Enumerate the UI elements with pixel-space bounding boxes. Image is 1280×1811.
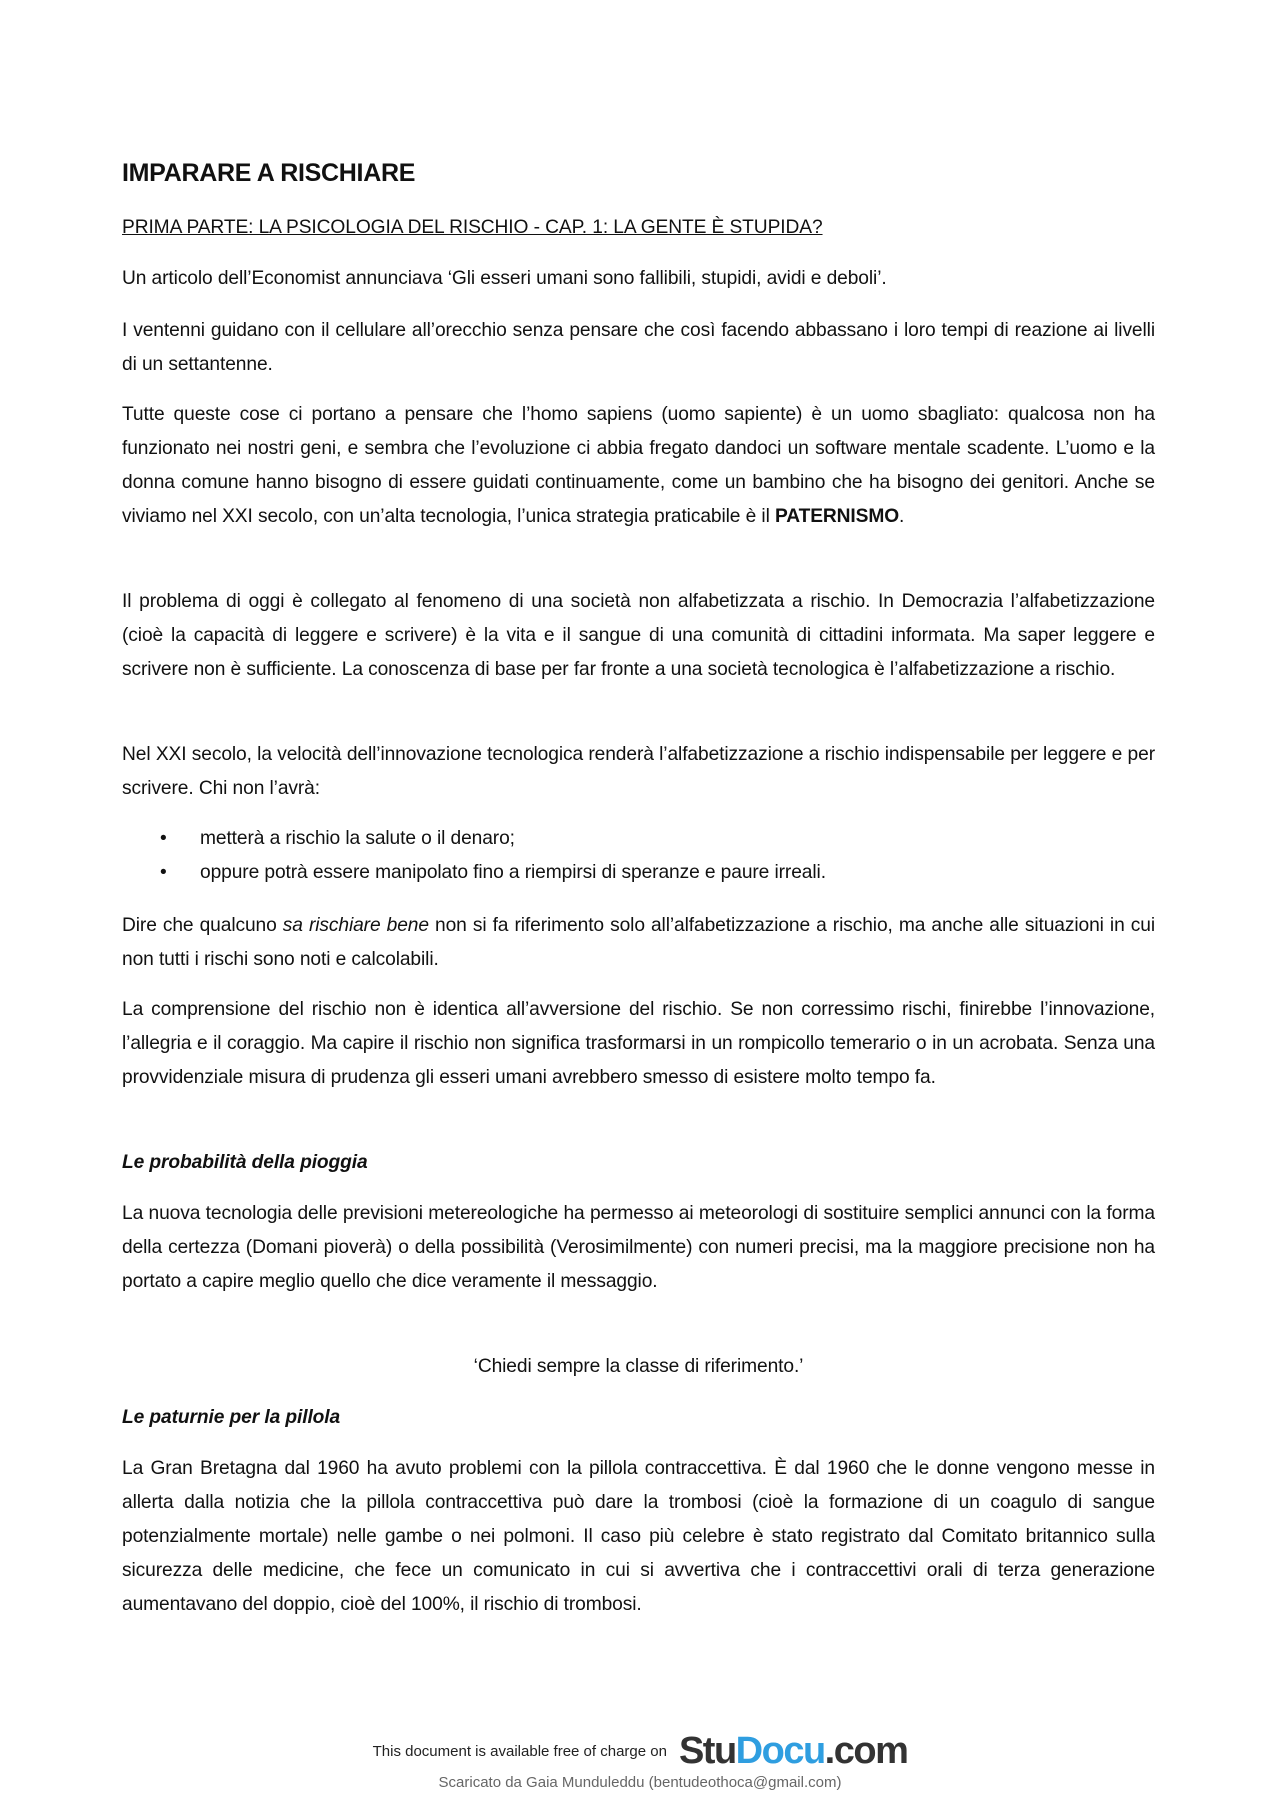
paternismo-bold: PATERNISMO (774, 506, 900, 527)
list-item (122, 822, 1155, 856)
quote: ‘Chiedi sempre la classe di riferimento.’ (473, 1356, 804, 1377)
paragraph-6-start: Dire che qualcuno (122, 915, 283, 936)
paragraph-4: Il problema di oggi è collegato al fenomeno di una società non alfabetizzata a rischio. In Democrazia l’alfabetizzazione (cioè la capacità di leggere e scrivere) è la vita e il sangue di una comunità di cittadini informata. Ma saper leggere e scrivere non è sufficiente. La conoscenza di base per far fronte a una società tecnologica è l’alfabetizzazione a rischio. (122, 591, 1155, 680)
downloaded-by-text: Scaricato da Gaia Munduleddu (bentudeothoca@gmail.com) (438, 1774, 842, 1791)
logo-com: .com (824, 1730, 908, 1772)
chapter-subtitle: PRIMA PARTE: LA PSICOLOGIA DEL RISCHIO - CAP. 1: LA GENTE È STUPIDA? (122, 217, 823, 238)
paragraph-6 (122, 909, 1155, 977)
section-heading-rain: Le probabilità della pioggia (122, 1152, 368, 1173)
logo-stu: Stu (678, 1730, 736, 1772)
availability-text: This document is available free of charge on (372, 1743, 667, 1760)
paragraph-8: La nuova tecnologia delle previsioni metereologiche ha permesso ai meteorologi di sostituire semplici annunci con la forma della certezza (Domani pioverà) o della possibilità (Verosimilmente) con numeri precisi, ma la maggiore precisione non ha portato a capire meglio quello che dice veramente il messaggio. (122, 1203, 1155, 1292)
bullet-list (122, 822, 1155, 890)
footer-availability (0, 1730, 1280, 1773)
paragraph-2: I ventenni guidano con il cellulare all’orecchio senza pensare che così facendo abbassano i loro tempi di reazione ai livelli di un settantenne. (122, 320, 1155, 375)
studocu-logo[interactable] (679, 1730, 907, 1773)
list-item-text: metterà a rischio la salute o il denaro; (200, 828, 515, 849)
bullet-icon: • (160, 828, 167, 849)
list-item (122, 856, 1155, 890)
list-item-text: oppure potrà essere manipolato fino a riempirsi di speranze e paure irreali. (200, 862, 826, 883)
section-heading-pill: Le paturnie per la pillola (122, 1407, 341, 1428)
paragraph-6-italic: sa rischiare bene (282, 915, 429, 936)
bullet-icon: • (160, 862, 167, 883)
paragraph-1: Un articolo dell’Economist annunciava ‘Gli esseri umani sono fallibili, stupidi, avidi e deboli’. (122, 268, 887, 289)
paragraph-3-end: . (899, 506, 905, 527)
document-title: IMPARARE A RISCHIARE (122, 159, 416, 187)
paragraph-9: La Gran Bretagna dal 1960 ha avuto problemi con la pillola contraccettiva. È dal 1960 che le donne vengono messe in allerta dalla notizia che la pillola contraccettiva può dare la trombosi (cioè la formazione di un coagulo di sangue potenzialmente mortale) nelle gambe o nei polmoni. Il caso più celebre è stato registrato dal Comitato britannico sulla sicurezza delle medicine, che fece un comunicato in cui si avvertiva che i contraccettivi orali di terza generazione aumentavano del doppio, cioè del 100%, il rischio di trombosi. (122, 1458, 1155, 1615)
paragraph-3 (122, 398, 1155, 534)
paragraph-7: La comprensione del rischio non è identica all’avversione del rischio. Se non corressimo rischi, finirebbe l’innovazione, l’allegria e il coraggio. Ma capire il rischio non significa trasformarsi in un rompicollo temerario o in un acrobata. Senza una provvidenziale misura di prudenza gli esseri umani avrebbero smesso di esistere molto tempo fa. (122, 999, 1155, 1088)
logo-docu: Docu (735, 1730, 825, 1772)
paragraph-3-text: Tutte queste cose ci portano a pensare che l’homo sapiens (uomo sapiente) è un uomo sbagliato: qualcosa non ha funzionato nei nostri geni, e sembra che l’evoluzione ci abbia fregato dandoci un software mentale scadente. L’uomo e la donna comune hanno bisogno di essere guidati continuamente, come un bambino che ha bisogno dei genitori. Anche se viviamo nel XXI secolo, con un’alta tecnologia, l’unica strategia praticabile è il (122, 404, 1155, 527)
paragraph-5: Nel XXI secolo, la velocità dell’innovazione tecnologica renderà l’alfabetizzazione a rischio indispensabile per leggere e per scrivere. Chi non l’avrà: (122, 744, 1155, 799)
paragraph-6-end: non si fa riferimento solo all’alfabetizzazione a rischio, ma anche alle situazioni in cui non tutti i rischi sono noti e calcolabili. (122, 915, 1155, 970)
